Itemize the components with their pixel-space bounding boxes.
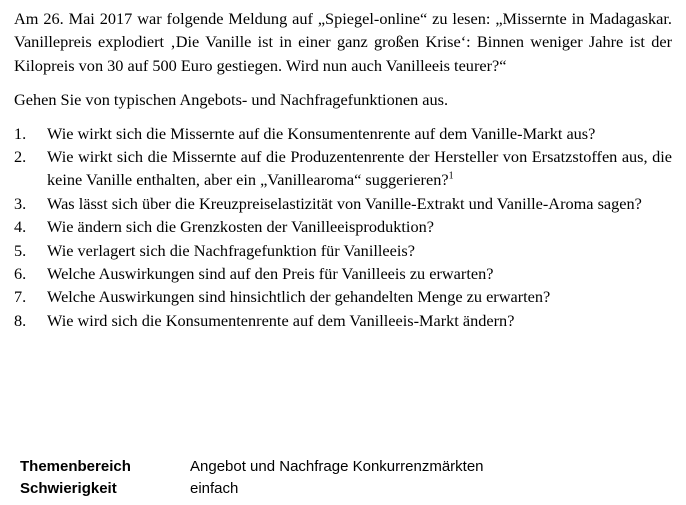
topic-value: Angebot und Nachfrage Konkurrenzmärkten (190, 458, 484, 475)
metadata-row-difficulty (20, 478, 484, 500)
question-text: Wie ändern sich die Grenzkosten der Vanilleeisproduktion? (47, 217, 434, 237)
question-item (14, 192, 672, 215)
question-item (14, 262, 672, 285)
question-number: 3. (14, 193, 27, 213)
question-number: 2. (14, 147, 27, 167)
difficulty-label: Schwierigkeit (20, 480, 117, 497)
question-number: 4. (14, 217, 27, 237)
metadata-row-topic (20, 456, 484, 478)
question-item (14, 285, 672, 308)
question-text: Wie wirkt sich die Missernte auf die Produzentenrente der Hersteller von Ersatzstoffen aus, die keine Vanille enthalten, aber ein „Vanillearoma“ suggerieren? (47, 147, 672, 190)
question-number: 5. (14, 240, 27, 260)
question-text: Welche Auswirkungen sind auf den Preis für Vanilleeis zu erwarten? (47, 264, 494, 284)
question-text: Wie wirkt sich die Missernte auf die Konsumentenrente auf dem Vanille-Markt aus? (47, 123, 596, 143)
question-text: Wie verlagert sich die Nachfragefunktion für Vanilleeis? (47, 240, 415, 260)
question-item (14, 239, 672, 262)
question-text: Was lässt sich über die Kreuzpreiselastizität von Vanille-Extrakt und Vanille-Aroma sagen? (47, 193, 642, 213)
intro-paragraph: Am 26. Mai 2017 war folgende Meldung auf „Spiegel-online“ zu lesen: „Missernte in Madagaskar. Vanillepreis explodiert ‚Die Vanille ist in einer ganz großen Krise‘: Binnen weniger Jahre ist der Kilopreis von 30 auf 500 Euro gestiegen. Wird nun auch Vanilleeis teurer?“ (14, 9, 672, 75)
question-item (14, 145, 672, 192)
topic-label: Themenbereich (20, 458, 131, 475)
document-body (14, 7, 672, 332)
question-text: Welche Auswirkungen sind hinsichtlich der gehandelten Menge zu erwarten? (47, 287, 551, 307)
question-item (14, 309, 672, 332)
question-number: 6. (14, 264, 27, 284)
footnote-marker[interactable]: 1 (448, 171, 454, 183)
question-list (14, 122, 672, 333)
difficulty-value: einfach (190, 480, 239, 497)
instruction-paragraph: Gehen Sie von typischen Angebots- und Nachfragefunktionen aus. (14, 90, 449, 110)
question-number: 7. (14, 287, 27, 307)
question-number: 1. (14, 123, 27, 143)
question-number: 8. (14, 310, 27, 330)
question-text: Wie wird sich die Konsumentenrente auf dem Vanilleeis-Markt ändern? (47, 310, 515, 330)
question-item (14, 215, 672, 238)
metadata-table (20, 456, 484, 500)
question-item (14, 122, 672, 145)
